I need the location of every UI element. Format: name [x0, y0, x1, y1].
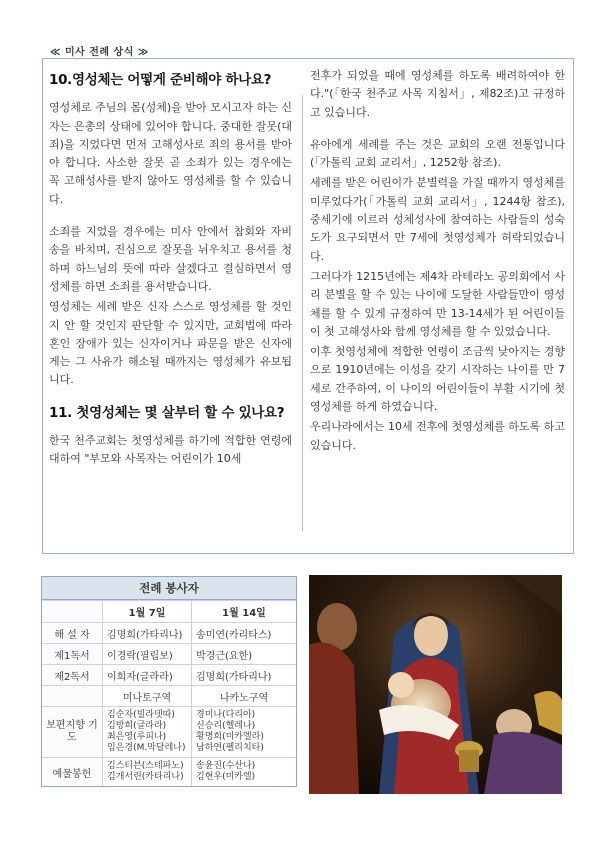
paragraph: 유아에게 세례를 주는 것은 교회의 오랜 전통입니다(「가톨릭 교회 교리서」, 1252항 참조). — [310, 137, 565, 170]
section-header: ≪ 미사 전례 상식 ≫ — [50, 47, 149, 58]
name-cell: 이희자(글라라) — [103, 665, 192, 686]
paragraph: 한국 천주교회는 첫영성체를 하기에 적합한 연령에 대하여 "부모와 사목자는 어린이가 10세 — [49, 434, 292, 466]
name-list-cell — [103, 707, 192, 758]
role-cell: 제2독서 — [42, 665, 103, 686]
left-column — [49, 67, 292, 483]
name-list-cell — [103, 758, 192, 787]
date-header: 1월 7일 — [103, 601, 192, 623]
date-header: 1월 14일 — [192, 601, 297, 623]
table-row — [42, 601, 296, 623]
name: 남하연(펠리치타) — [196, 743, 264, 753]
paragraph: 영성체는 세례 받은 신자 스스로 영성체를 할 것인지 안 할 것인지 판단할 수 있지만, 교회법에 따라 혼인 장애가 있는 신자이거나 파문을 받은 신자에게는 그 사유가 해소될 때까지는 영성체가 유보됩니다. — [49, 300, 292, 387]
table-title: 전례 봉사자 — [42, 577, 296, 600]
name-cell: 송미연(카리타스) — [192, 623, 297, 644]
paragraph: 그러다가 1215년에는 제4차 라테라노 공의회에서 사리 분별을 할 수 있는 나이에 도달한 사람들만이 영성체를 할 수 있게 규정하여 만 13-14세가 된 어린이들이 첫 고해성사와 함께 영성체를 할 수 있었습니다. — [310, 269, 565, 338]
name: 최은영(루피나) — [107, 732, 167, 742]
table-row — [42, 665, 296, 686]
name-cell: 김명희(가타리나) — [192, 665, 297, 686]
name-cell: 박경근(요한) — [192, 644, 297, 665]
name: 송윤진(수산나) — [196, 761, 256, 771]
paragraph: 영성체로 주님의 몸(성체)을 받아 모시고자 하는 신자는 은총의 상태에 있어야 합니다. 중대한 잘못(대죄)을 지었다면 먼저 고해성사로 죄의 용서를 받아야 합니다. 사소한 잘못 곧 소죄가 있는 경우에는 꼭 고해성사를 받지 않아도 영성체를 할 수 있습니다. — [49, 101, 292, 206]
column-divider — [302, 95, 303, 531]
role-cell: 예물봉헌 — [42, 758, 103, 787]
right-column — [310, 67, 565, 469]
name-cell: 김명희(가타리나) — [103, 623, 192, 644]
name-cell: 이경락(필립보) — [103, 644, 192, 665]
name: 김개서린(카타리나) — [107, 772, 184, 782]
role-cell: 제1독서 — [42, 644, 103, 665]
table-row — [42, 758, 296, 787]
name: 김순자(빌라뎃따) — [107, 710, 175, 720]
name: 김스티븐(스테파노) — [107, 761, 184, 771]
empty-cell — [42, 601, 103, 623]
name: 신승리(헬레나) — [196, 721, 256, 731]
name: 김현우(미카엘) — [196, 772, 256, 782]
content-frame — [42, 58, 574, 554]
zone-cell: 미나토구역 — [103, 686, 192, 707]
nativity-painting-illustration — [309, 575, 562, 794]
name-list-cell — [192, 707, 297, 758]
table-row — [42, 686, 296, 707]
name: 경미나(다리아) — [196, 710, 256, 720]
paragraph: 이후 첫영성체에 적합한 연령이 조금씩 낮아지는 경향으로 1910년에는 이성을 갖기 시작하는 나이를 만 7세로 간주하여, 이 나이의 어린이들이 부활 시기에 첫영성체를 하게 하였습니다. — [310, 345, 565, 414]
name: 김방희(글라라) — [107, 721, 167, 731]
paragraph: 소죄를 지었을 경우에는 미사 안에서 참회와 자비송을 바치며, 진심으로 잘못을 뉘우치고 용서를 청하며 하느님의 뜻에 따라 살겠다고 결심하면서 영성체를 하면 소죄를 용서받습니다. — [49, 225, 292, 293]
zone-cell: 나카노구역 — [192, 686, 297, 707]
role-cell: 보편지향 기 도 — [42, 707, 103, 758]
question-10-title: 10.영성체는 어떻게 준비해야 하나요? — [49, 72, 272, 88]
name: 임은경(M.막달레나) — [107, 743, 186, 753]
paragraph: 전후가 되었을 때에 영성체를 하도록 배려하여야 한다."(「한국 천주교 사목 지침서」, 제82조)고 규정하고 있습니다. — [310, 69, 565, 119]
paragraph: 우리나라에서는 10세 전후에 첫영성체를 하도록 하고 있습니다. — [310, 420, 565, 452]
liturgy-servers-table — [41, 576, 297, 787]
table-row — [42, 644, 296, 665]
empty-cell — [42, 686, 103, 707]
nativity-painting-image — [309, 575, 562, 794]
name-list-cell — [192, 758, 297, 787]
question-11-title: 11. 첫영성체는 몇 살부터 할 수 있나요? — [49, 404, 285, 421]
paragraph: 세례를 받은 어린이가 분별력을 가질 때까지 영성체를 미루었다가(「가톨릭 교회 교리서」, 1244항 참조), 중세기에 이르러 성체성사에 참여하는 사람들의 성숙도가 요구되면서 만 7세에 첫영성체가 허락되었습니다. — [310, 176, 565, 263]
table-row — [42, 623, 296, 644]
table-row — [42, 707, 296, 758]
role-cell: 해 설 자 — [42, 623, 103, 644]
name: 황명희(미카엘라) — [196, 732, 264, 742]
